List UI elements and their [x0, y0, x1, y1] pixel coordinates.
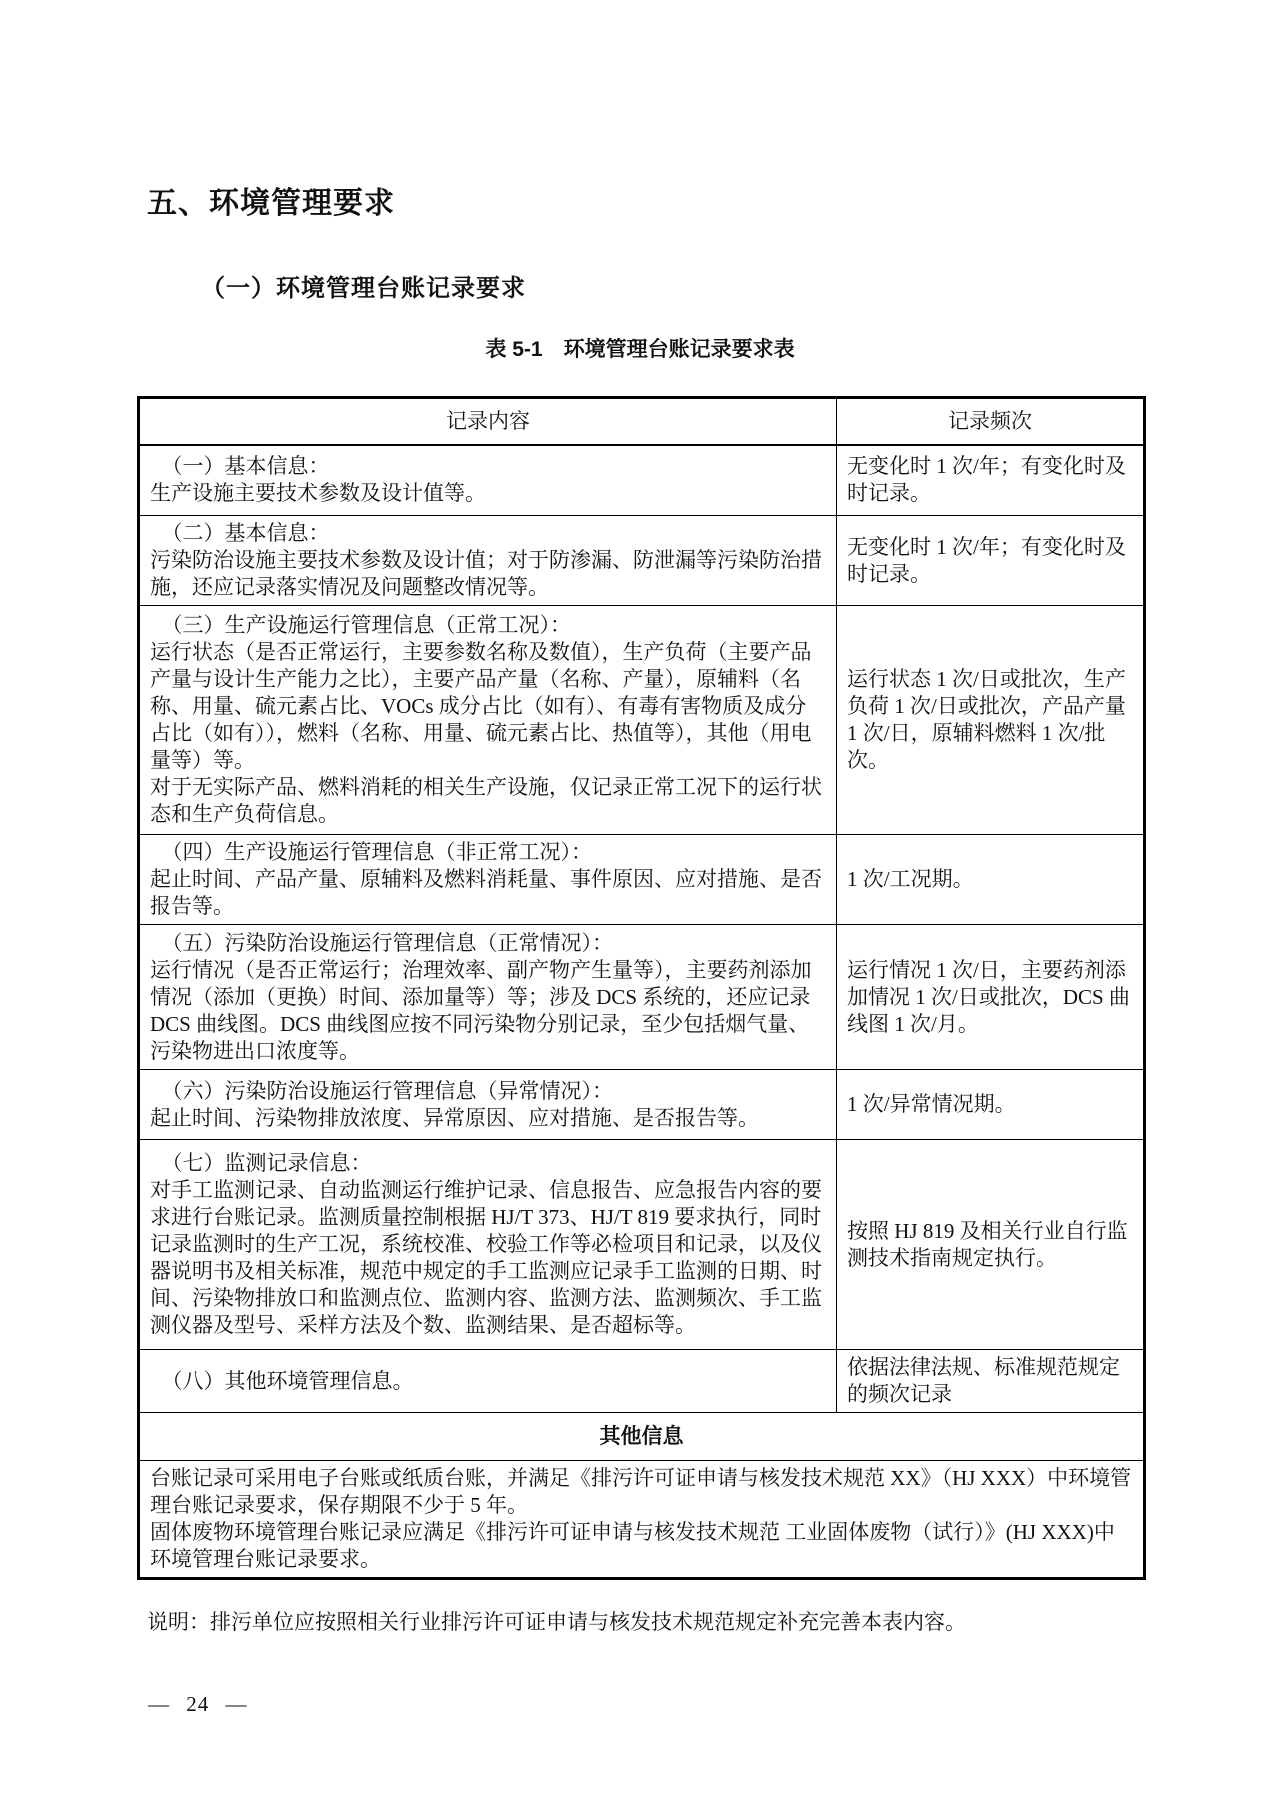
record-item-title: （五）污染防治设施运行管理信息（正常情况）： [161, 930, 614, 955]
other-info-header: 其他信息 [139, 1413, 1145, 1461]
record-frequency-cell [837, 606, 1145, 835]
record-item-title: （六）污染防治设施运行管理信息（异常情况）： [161, 1078, 614, 1103]
record-content-cell [139, 606, 837, 835]
frequency-text: 无变化时 1 次/年；有变化时及时记录。 [847, 534, 1126, 586]
page-content [137, 186, 1143, 1636]
record-content-cell [139, 1070, 837, 1140]
frequency-text: 1 次/工况期。 [847, 867, 974, 891]
section-heading: 五、环境管理要求 [147, 187, 395, 220]
record-item-body: 对于无实际产品、燃料消耗的相关生产设施，仅记录正常工况下的运行状态和生产负荷信息。 [150, 775, 822, 826]
record-item-title: （八）其他环境管理信息。 [161, 1368, 414, 1393]
table-row [139, 516, 1145, 606]
other-info-cell [139, 1461, 1145, 1579]
ledger-requirements-table [137, 396, 1146, 1580]
record-item-body: 运行状态（是否正常运行，主要参数名称及数值），生产负荷（主要产品产量与设计生产能力之比），主要产品产量（名称、产量），原辅料（名称、用量、硫元素占比、VOCs 成分占比（如有）、有毒有害物质及成分占比（如有）），燃料（名称、用量、硫元素占比、热值等），其他（用电量等）等。 [150, 640, 812, 772]
other-info-paragraph: 台账记录可采用电子台账或纸质台账，并满足《排污许可证申请与核发技术规范 XX》（HJ XXX）中环境管理台账记录要求，保存期限不少于 5 年。 [150, 1466, 1132, 1517]
record-content-cell [139, 835, 837, 925]
frequency-text: 依据法律法规、标准规范规定的频次记录 [847, 1355, 1120, 1406]
record-frequency-cell [837, 1070, 1145, 1140]
record-item-body: 运行情况（是否正常运行；治理效率、副产物产生量等），主要药剂添加情况（添加（更换）时间、添加量等）等；涉及 DCS 系统的，还应记录 DCS 曲线图。DCS 曲线图应按不同污染物分别记录，至少包括烟气量、污染物进出口浓度等。 [150, 957, 812, 1063]
record-item-body: 生产设施主要技术参数及设计值等。 [150, 481, 486, 506]
table-header-row [139, 398, 1145, 445]
record-frequency-cell [837, 925, 1145, 1070]
table-row [139, 925, 1145, 1070]
record-content-cell [139, 1350, 837, 1413]
record-content-cell [139, 516, 837, 606]
other-info-header-row [139, 1413, 1145, 1461]
record-content-cell [139, 925, 837, 1070]
record-item-body: 起止时间、产品产量、原辅料及燃料消耗量、事件原因、应对措施、是否报告等。 [150, 867, 822, 918]
frequency-text: 按照 HJ 819 及相关行业自行监测技术指南规定执行。 [847, 1218, 1128, 1270]
record-frequency-cell [837, 1350, 1145, 1413]
frequency-text: 运行情况 1 次/日，主要药剂添加情况 1 次/日或批次，DCS 曲线图 1 次/月。 [847, 957, 1130, 1036]
page-number: — 24 — [148, 1692, 248, 1716]
other-info-paragraph: 固体废物环境管理台账记录应满足《排污许可证申请与核发技术规范 工业固体废物（试行）》(HJ XXX)中环境管理台账记录要求。 [150, 1520, 1115, 1571]
record-item-body: 污染防治设施主要技术参数及设计值；对于防渗漏、防泄漏等污染防治措施，还应记录落实情况及问题整改情况等。 [150, 548, 822, 599]
record-content-cell [139, 445, 837, 516]
record-item-title: （三）生产设施运行管理信息（正常工况）： [161, 613, 572, 637]
record-item-body: 对手工监测记录、自动监测运行维护记录、信息报告、应急报告内容的要求进行台账记录。监测质量控制根据 HJ/T 373、HJ/T 819 要求执行，同时记录监测时的生产工况，系统校准、校验工作等必检项目和记录，以及仪器说明书及相关标准，规范中规定的手工监测应记录手工监测的日期、时间、污染物排放口和监测点位、监测内容、监测方法、监测频次、手工监测仪器及型号、采样方法及个数、监测结果、是否超标等。 [150, 1178, 822, 1337]
frequency-text: 1 次/异常情况期。 [847, 1092, 1016, 1116]
record-frequency-cell [837, 445, 1145, 516]
column-header-record-content: 记录内容 [139, 398, 837, 445]
record-frequency-cell [837, 835, 1145, 925]
record-item-title: （一）基本信息： [161, 454, 330, 479]
table-row [139, 1070, 1145, 1140]
table-row [139, 1140, 1145, 1350]
table-row [139, 1350, 1145, 1413]
other-info-row [139, 1461, 1145, 1579]
table-row [139, 445, 1145, 516]
record-content-cell [139, 1140, 837, 1350]
frequency-text: 运行状态 1 次/日或批次，生产负荷 1 次/日或批次，产品产量 1 次/日，原辅料燃料 1 次/批次。 [847, 667, 1126, 772]
table-row [139, 606, 1145, 835]
record-frequency-cell [837, 516, 1145, 606]
record-frequency-cell [837, 1140, 1145, 1350]
frequency-text: 无变化时 1 次/年；有变化时及时记录。 [847, 454, 1126, 506]
subsection-heading: （一）环境管理台账记录要求 [201, 275, 526, 302]
record-item-title: （四）生产设施运行管理信息（非正常工况）： [161, 840, 593, 864]
table-caption: 表 5-1 环境管理台账记录要求表 [485, 338, 795, 361]
record-item-title: （七）监测记录信息： [161, 1151, 372, 1175]
record-item-body: 起止时间、污染物排放浓度、异常原因、应对措施、是否报告等。 [150, 1105, 759, 1130]
table-note: 说明：排污单位应按照相关行业排污许可证申请与核发技术规范规定补充完善本表内容。 [147, 1610, 966, 1634]
table-row [139, 835, 1145, 925]
record-item-title: （二）基本信息： [161, 521, 330, 545]
column-header-record-frequency: 记录频次 [837, 398, 1145, 445]
